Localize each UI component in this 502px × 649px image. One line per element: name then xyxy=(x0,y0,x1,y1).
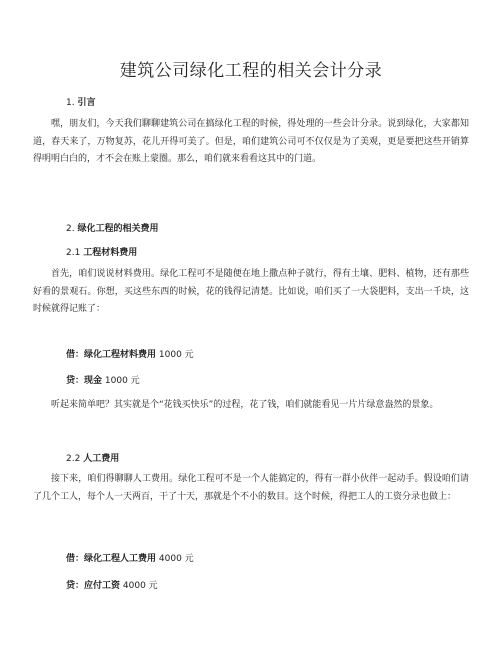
section-number: 2.2 xyxy=(66,454,81,464)
entry-amount: 1000 元 xyxy=(158,350,194,360)
entry-amount: 4000 元 xyxy=(122,581,158,591)
materials-paragraph: 首先，咱们说说材料费用。绿化工程可不是随便在地上撒点种子就行，得有土壤、肥料、植物，还有那些好看的景观石。你想，买这些东西的时候，花的钱得记清楚。比如说，咱们买了一大袋肥料，支出一千块，这时候就得记账了： xyxy=(33,269,469,314)
section-title: 人工费用 xyxy=(83,454,120,464)
labor-credit-entry xyxy=(66,578,158,591)
subsection-heading-labor xyxy=(66,451,119,464)
intro-paragraph: 嘿，朋友们，今天我们聊聊建筑公司在搞绿化工程的时候，得处理的一些会计分录。说到绿化，大家都知道，春天来了，万物复苏，花儿开得可美了。但是，咱们建筑公司可不仅仅是为了美观，更是要把这些开销算得明明白白的，才不会在账上蒙圈。那么，咱们就来看看这其中的门道。 xyxy=(33,119,469,164)
entry-label: 贷：应付工资 xyxy=(66,581,121,591)
labor-paragraph: 接下来，咱们得聊聊人工费用。绿化工程可不是一个人能搞定的，得有一群小伙伴一起动手。假设咱们请了几个工人，每个人一天两百，干了十天，那就是个不小的数目。这个时候，得把工人的工资分录也做上： xyxy=(33,474,469,502)
entry-amount: 4000 元 xyxy=(158,554,194,564)
entry-label: 贷：现金 xyxy=(66,376,103,386)
section-title: 引言 xyxy=(77,98,96,108)
document-title: 建筑公司绿化工程的相关会计分录 xyxy=(119,61,383,81)
subsection-heading-materials xyxy=(66,245,137,258)
labor-debit-entry xyxy=(66,551,194,564)
section-heading-intro xyxy=(66,95,95,108)
entry-amount: 1000 元 xyxy=(104,376,140,386)
section-title: 绿化工程的相关费用 xyxy=(77,224,159,234)
section-number: 2.1 xyxy=(66,248,81,258)
entry-label: 借：绿化工程人工费用 xyxy=(66,554,157,564)
section-title: 工程材料费用 xyxy=(83,248,138,258)
materials-debit-entry xyxy=(66,347,194,360)
section-number: 1. xyxy=(66,98,75,108)
materials-credit-entry xyxy=(66,373,140,386)
materials-after-paragraph: 听起来简单吧？其实就是个“花钱买快乐”的过程，花了钱，咱们就能看见一片片绿意盎然的景象。 xyxy=(51,400,439,410)
section-number: 2. xyxy=(66,224,75,234)
section-heading-costs xyxy=(66,221,158,234)
entry-label: 借：绿化工程材料费用 xyxy=(66,350,157,360)
